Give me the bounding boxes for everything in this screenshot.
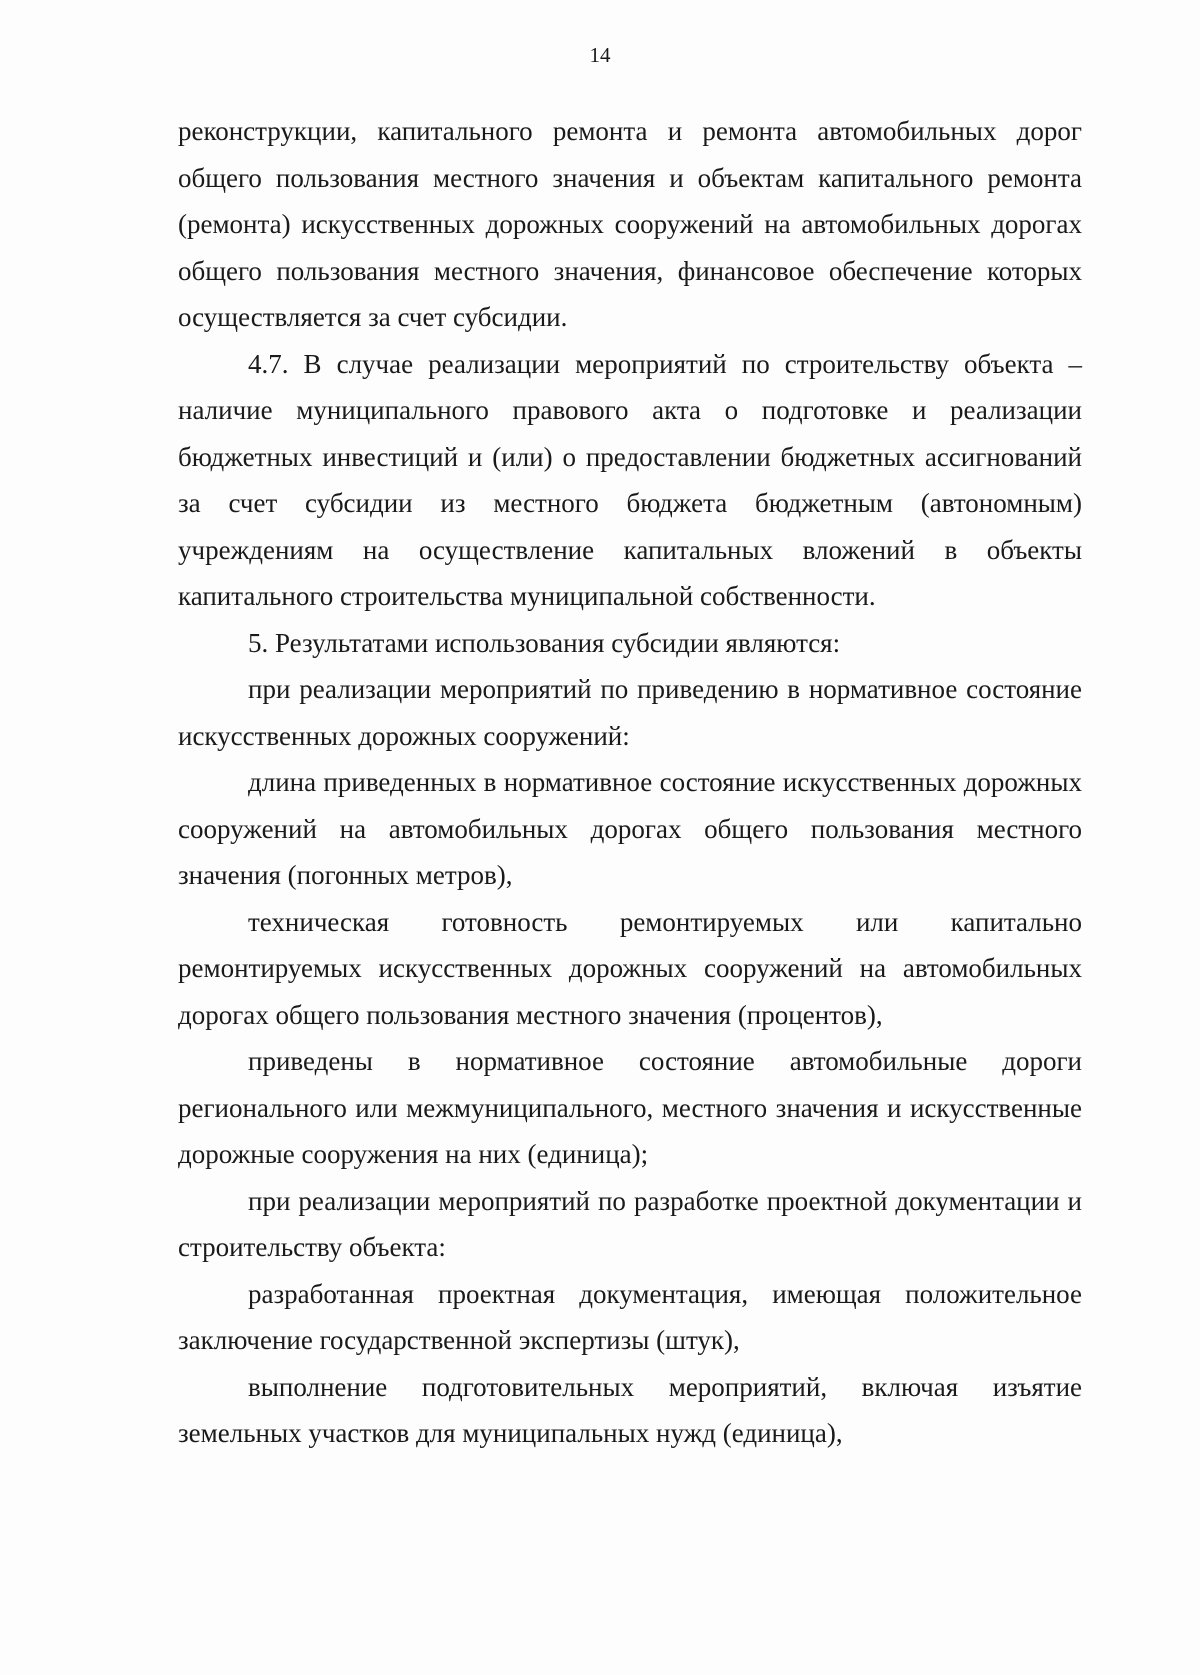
paragraph-8: при реализации мероприятий по разработке проектной документации и строительству объекта: xyxy=(178,1185,1082,1262)
paragraph-9: разработанная проектная документация, имеющая положительное заключение государственной экспертизы (штук), xyxy=(178,1278,1082,1355)
paragraph-5: длина приведенных в нормативное состояние искусственных дорожных сооружений на автомобильных дорогах общего пользования местного значения (погонных метров), xyxy=(178,767,1082,890)
paragraph-7: приведены в нормативное состояние автомобильные дороги регионального или межмуниципального, местного значения и искусственные дорожные сооружения на них (единица); xyxy=(178,1046,1082,1169)
paragraph-10: выполнение подготовительных мероприятий, включая изъятие земельных участков для муниципальных нужд (единица), xyxy=(178,1371,1082,1448)
paragraph-2: 4.7. В случае реализации мероприятий по строительству объекта – наличие муниципального правового акта о подготовке и реализации бюджетных инвестиций и (или) о предоставлении бюджетных ассигнований за счет субсидии из местного бюджета бюджетным (автономным) учреждениям на осуществление капитальных вложений в объекты капитального строительства муниципальной собственности. xyxy=(178,348,1082,611)
document-body xyxy=(178,108,1082,1457)
paragraph-1: реконструкции, капитального ремонта и ремонта автомобильных дорог общего пользования местного значения и объектам капитального ремонта (ремонта) искусственных дорожных сооружений на автомобильных дорогах общего пользования местного значения, финансовое обеспечение которых осуществляется за счет субсидии. xyxy=(178,116,1082,332)
paragraph-6: техническая готовность ремонтируемых или капитально ремонтируемых искусственных дорожных сооружений на автомобильных дорогах общего пользования местного значения (процентов), xyxy=(178,906,1082,1030)
page-number: 14 xyxy=(589,43,611,67)
paragraph-4: при реализации мероприятий по приведению в нормативное состояние искусственных дорожных сооружений: xyxy=(178,674,1082,751)
paragraph-3: 5. Результатами использования субсидии являются: xyxy=(248,627,841,658)
